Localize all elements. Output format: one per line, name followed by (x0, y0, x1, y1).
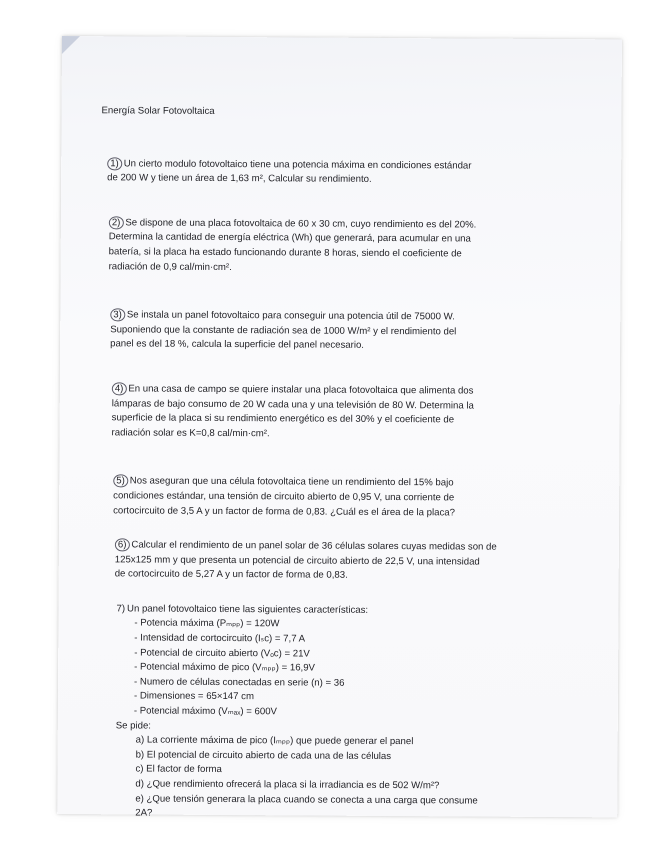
page-content (97, 104, 571, 824)
problem-line: 7) Un panel fotovoltaico tiene las siguientes características: (116, 603, 369, 616)
problem-7 (115, 602, 568, 824)
problem-line: Determina la cantidad de energía eléctrica (Wh) que generará, para acumular en una (108, 231, 471, 245)
problem-line: cortocircuito de 3,5 A y un factor de forma de 0,83. ¿Cuál es el área de la placa? (113, 504, 455, 518)
problem-line: de 200 W y tiene un área de 1,63 m², Calcular su rendimiento. (107, 172, 372, 186)
spec-item: - Potencia máxima (Pₘₚₚ) = 120W (134, 617, 280, 630)
problem-line: condiciones estándar, una tensión de circuito abierto de 0,95 V, una corriente de (113, 490, 455, 504)
problem-4 (112, 382, 570, 443)
problem-line: 3) Se instala un panel fotovoltaico para conseguir una potencia útil de 75000 W. (110, 308, 570, 325)
ask-item: d) ¿Que rendimiento ofrecerá la placa si la irradiancia es de 502 W/m²? (135, 778, 440, 792)
problem-line: de cortocircuito de 5,27 A y un factor de forma de 0,83. (114, 568, 348, 582)
problem-line: 125x125 mm y que presenta un potencial de circuito abierto de 22,5 V, una intensidad (114, 554, 480, 568)
spec-item: - Potencial máximo de pico (Vₘₚₚ) = 16,9V (134, 661, 316, 674)
ask-item: e) ¿Que tensión generara la placa cuando se conecta a una carga que consume (135, 793, 478, 807)
problem-line: Suponiendo que la constante de radiación sea de 1000 W/m² y el rendimiento del (110, 324, 457, 338)
problem-line: 6) Calcular el rendimiento de un panel solar de 36 células solares cuyas medidas son de (115, 538, 569, 555)
folded-corner (62, 36, 80, 54)
spec-item: - Intensidad de cortocircuito (Iₛc) = 7,7 A (134, 632, 306, 645)
problem-line: batería, si la placa ha estado funcionando durante 8 horas, siendo el coeficiente de (108, 246, 462, 260)
spec-item: - Dimensiones = 65×147 cm (133, 690, 254, 703)
problem-number: 6) (115, 538, 130, 551)
problem-line: 5) Nos aseguran que una célula fotovoltaica tiene un rendimiento del 15% bajo (113, 475, 569, 492)
problem-1 (107, 157, 571, 189)
problem-number: 4) (112, 382, 127, 395)
problem-line: superficie de la placa si su rendimiento energético es del 30% y el coeficiente de (111, 412, 455, 426)
scanned-page (57, 36, 622, 817)
problem-line: 1) Un cierto modulo fotovoltaico tiene una potencia máxima en condiciones estándar (107, 157, 571, 174)
asks-label: Se pide: (115, 719, 152, 732)
ask-item: a) La corriente máxima de pico (Iₘₚₚ) que puede generar el panel (135, 734, 414, 748)
problem-line: radiación de 0,9 cal/min·cm². (108, 260, 232, 273)
spec-item: - Potencial máximo (Vₘₐₓ) = 600V (133, 705, 277, 718)
spec-item: - Numero de células conectadas en serie (n) = 36 (134, 676, 345, 689)
problem-2 (109, 216, 571, 277)
ask-item: b) El potencial de circuito abierto de cada una de las células (135, 749, 392, 762)
ask-item: c) El factor de forma (135, 763, 222, 776)
specs-list (116, 617, 569, 722)
problem-line: lámparas de bajo consumo de 20 W cada una y una televisión de 80 W. Determina la (111, 397, 474, 412)
asks-list (115, 734, 568, 824)
problem-6 (115, 538, 569, 585)
problem-line: 2) Se dispone de una placa fotovoltaica de 60 x 30 cm, cuyo rendimiento es del 20%. (109, 216, 571, 233)
problem-number: 5) (113, 475, 128, 488)
problem-number: 3) (110, 308, 125, 321)
problem-number: 7) (116, 603, 126, 615)
problem-line: radiación solar es K=0,8 cal/min·cm². (111, 427, 270, 439)
document-title: Energía Solar Fotovoltaica (101, 105, 215, 117)
problem-5 (113, 475, 569, 522)
problem-number: 2) (109, 216, 124, 229)
spec-item: - Potencial de circuito abierto (Vₒc) = 21V (134, 647, 310, 660)
problem-3 (110, 308, 570, 355)
problem-line: panel es del 18 %, calcula la superficie del panel necesario. (110, 338, 365, 352)
problem-number: 1) (107, 157, 122, 170)
problem-line: 4) En una casa de campo se quiere instalar una placa fotovoltaica que alimenta dos (112, 382, 570, 399)
ask-item: 2A? (135, 807, 153, 819)
